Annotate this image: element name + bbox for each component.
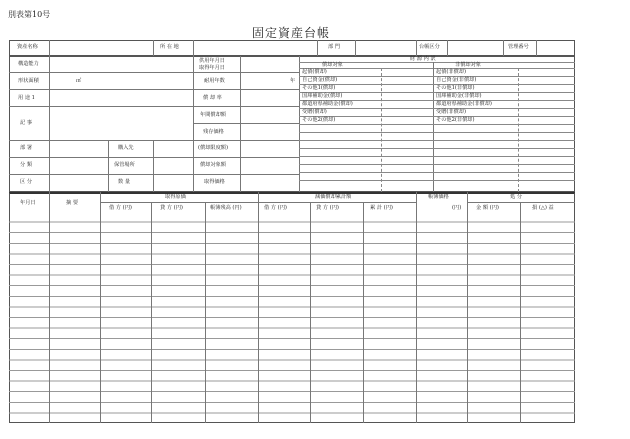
funding-left-item: 起債(償却): [302, 69, 327, 75]
ledger-class-label: 台帳区分: [419, 44, 440, 50]
history-rows: [9, 212, 575, 423]
funding-left-item: 受贈(償却): [302, 109, 327, 115]
funding-non-dep-target: 非償却対象: [455, 62, 481, 68]
red-debit-header: 借 方 (円): [264, 205, 287, 211]
use-label: 用 途 1: [18, 95, 35, 101]
category-label: 分 類: [20, 162, 33, 168]
residual-value-label: 残存価格: [203, 129, 224, 135]
gain-loss-header: 損 (△) 益: [532, 205, 554, 211]
depreciation-rate-label: 償 却 率: [203, 95, 222, 101]
history-summary-header: 摘 要: [66, 200, 79, 206]
acq-credit-header: 貸 方 (円): [160, 205, 183, 211]
storage-label: 保管場所: [114, 162, 135, 168]
funding-right-item: その他1(非償却): [436, 85, 475, 91]
top-row: [9, 40, 575, 56]
quantity-label: 数 量: [118, 179, 131, 185]
depreciation-limit-label: (償却限度額): [198, 145, 228, 151]
disposal-amount-header: 金 額 (円): [476, 205, 499, 211]
funding-right-item: その他2(非償却): [436, 117, 475, 123]
funding-right-item: 国庫補助金(非償却): [436, 93, 482, 99]
shape-unit: ㎡: [76, 78, 82, 84]
funding-left-item: 都道府県補助金(償却): [302, 101, 353, 107]
red-credit-header: 貸 方 (円): [316, 205, 339, 211]
funding-right-item: 受贈(非償却): [436, 109, 466, 115]
funding-header: 財 源 内 訳: [410, 56, 436, 62]
date-acquired-label: 取得年月日: [199, 65, 225, 71]
book-value-header: 帳簿価格: [428, 194, 449, 200]
form-number: 別表第10号: [8, 10, 51, 19]
acquisition-group-header: 取得原価: [165, 194, 186, 200]
history-date-header: 年月日: [20, 200, 36, 206]
acquisition-cost-label: 取得価格: [204, 179, 225, 185]
funding-dep-target: 償却対象: [322, 62, 343, 68]
cumulative-header: 累 計 (円): [370, 205, 393, 211]
shape-label: 形状面積: [18, 78, 39, 84]
book-balance-header: 帳簿残高 (円): [210, 205, 242, 211]
acq-debit-header: 借 方 (円): [109, 205, 132, 211]
reduction-group-header: 減価償却累計額: [315, 194, 352, 200]
funding-right-item: 自己資金(非償却): [436, 77, 477, 83]
asset-name-label: 資産名称: [17, 44, 38, 50]
management-no-label: 管理番号: [508, 44, 529, 50]
service-life-label: 耐用年数: [204, 78, 225, 84]
purchaser-label: 購入先: [118, 145, 134, 151]
year-unit: 年: [290, 78, 296, 84]
structure-label: 構造能力: [18, 61, 39, 67]
section-label: 部 署: [20, 145, 33, 151]
department-label: 部 門: [328, 44, 341, 50]
depreciable-amount-label: 償却対象額: [200, 162, 226, 168]
division-label: 区 分: [20, 179, 33, 185]
funding-left-item: その他1(償却): [302, 85, 336, 91]
funding-left-item: 自己資金(償却): [302, 77, 338, 83]
funding-left-item: その他2(償却): [302, 117, 336, 123]
funding-left-item: 国庫補助金(償却): [302, 93, 343, 99]
disposal-group-header: 処 分: [510, 194, 523, 200]
book-value-unit: (円): [452, 205, 462, 211]
funding-right-item: 起債(非償却): [436, 69, 466, 75]
annual-depreciation-label: 年間償却額: [200, 112, 226, 118]
page-title: 固定資産台帳: [252, 26, 331, 40]
location-label: 所 在 地: [160, 44, 179, 50]
notes-label: 記 事: [20, 120, 33, 126]
funding-right-item: 都道府県補助金(非償却): [436, 101, 492, 107]
date-use-start-label: 供用年月日: [199, 58, 225, 64]
